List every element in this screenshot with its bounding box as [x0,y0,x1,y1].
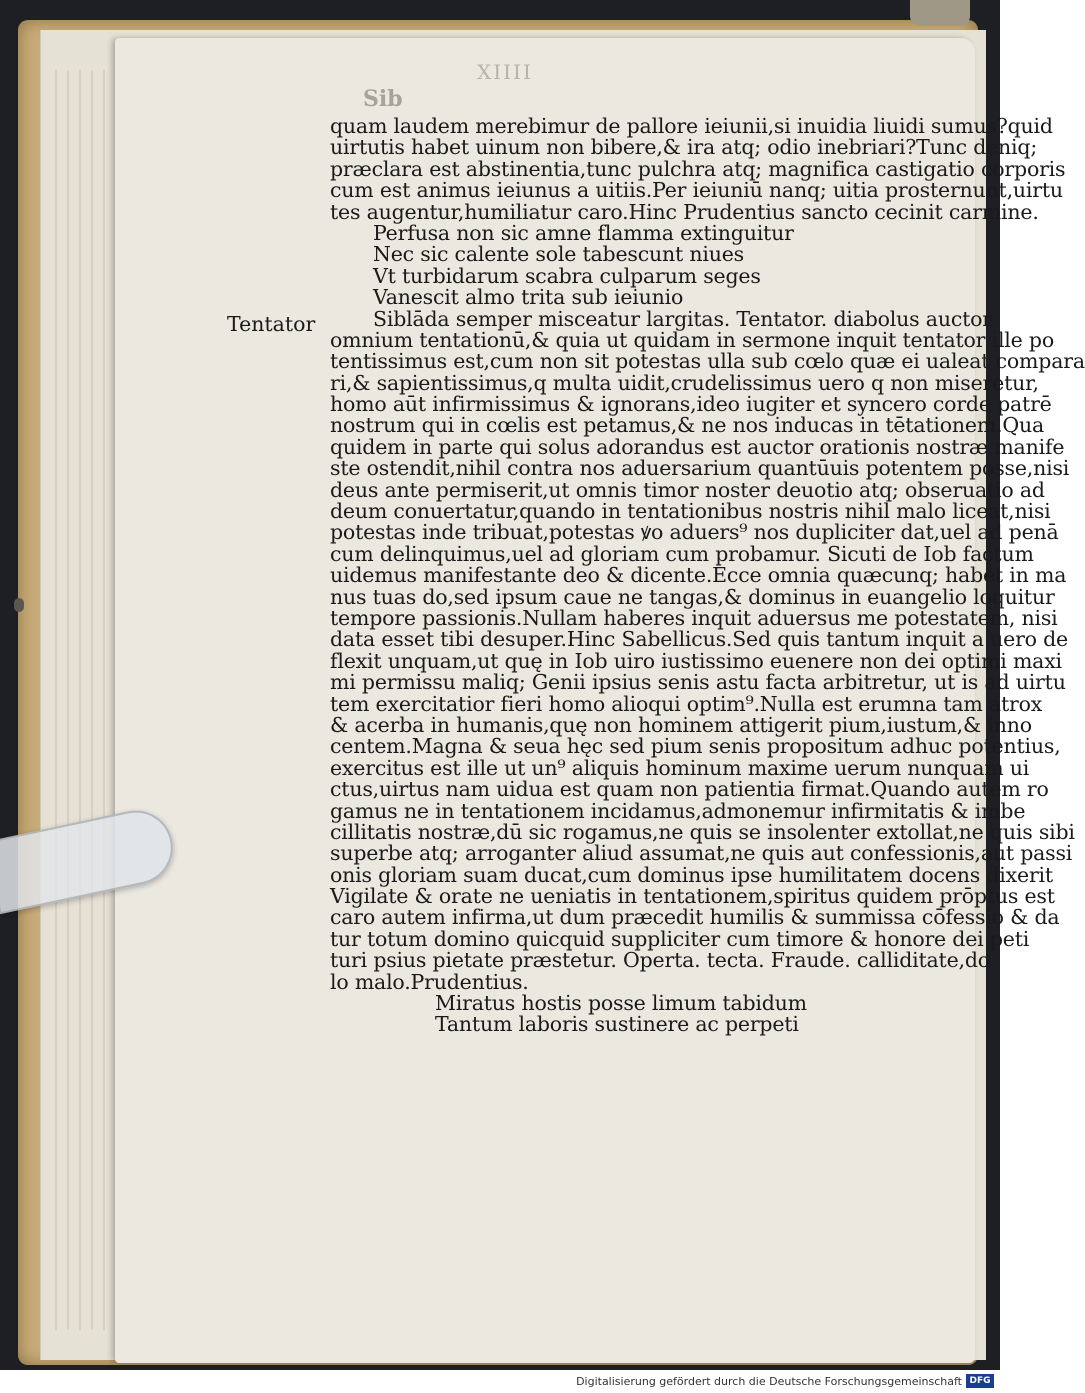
text-line: deus ante permiserit,ut omnis timor noster deuotio atq; obseruatio ad [330,477,1045,502]
text-line: tes augentur,humiliatur caro.Hinc Prudentius sancto cecinit carmine. [330,199,1039,224]
text-line: ri,& sapientissimus,q multa uidit,crudelissimus uero q non miseretur, [330,370,1039,395]
header-mark: Sib [363,86,403,112]
text-line: turi psius pietate præstetur. Operta. tecta. Fraude. calliditate,do [330,948,990,973]
text-line: cillitatis nostræ,dū sic rogamus,ne quis se insolenter extollat,ne quis sibi [330,819,1075,844]
text-line: tem exercitatior fieri homo alioqui optim⁹.Nulla est erumna tam atrox [330,691,1043,716]
text-line: Siblāda semper misceatur largitas. Tentator. diabolus auctor [373,306,992,331]
text-line: quidem in parte qui solus adorandus est auctor orationis nostræ manife [330,434,1065,459]
text-line: ste ostendit,nihil contra nos aduersarium quantūuis potentem posse,nisi [330,456,1070,481]
text-line: nus tuas do,sed ipsum caue ne tangas,& dominus in euangelio loquitur [330,584,1055,609]
text-line: & acerba in humanis,quę non hominem attigerit pium,iustum,& inno [330,712,1032,737]
text-line: deum conuertatur,quando in tentationibus nostris nihil malo liceat,nisi [330,499,1051,524]
text-line: Vigilate & orate ne ueniatis in tentationem,spiritus quidem prōptus est [330,884,1055,909]
text-line: flexit unquam,ut quę in Iob uiro iustissimo euenere non dei optimi maxi [330,648,1062,673]
page-number-bleedthrough: XIIII [477,60,533,84]
footer-credit: Digitalisierung gefördert durch die Deutsche Forschungsgemeinschaft [576,1375,962,1388]
text-line: Vanescit almo trita sub ieiunio [373,285,684,310]
text-line: Nec sic calente sole tabescunt niues [373,242,744,267]
text-line: Miratus hostis posse limum tabidum [435,991,807,1016]
margin-note: Tentator [227,312,316,336]
text-line: homo aūt infirmissimus & ignorans,ideo iugiter et syncero corde patrē [330,392,1052,417]
text-line: mi permissu maliq; Genii ipsius senis astu facta arbitretur, ut is ad uirtu [330,670,1066,695]
text-line: onis gloriam suam ducat,cum dominus ipse humilitatem docens dixerit [330,862,1053,887]
text-line: superbe atq; arroganter aliud assumat,ne quis aut confessionis,aut passi [330,841,1073,866]
text-line: nostrum qui in cœlis est petamus,& ne nos inducas in tētationem.Qua [330,413,1045,438]
text-line: tempore passionis.Nullam haberes inquit aduersus me potestatem, nisi [330,605,1058,630]
text-line: ctus,uirtus nam uidua est quam non patientia firmat.Quando autem ro [330,777,1049,802]
text-line: omnium tentationū,& quia ut quidam in sermone inquit tentator ille po [330,327,1054,352]
text-line: cum est animus ieiunus a uitiis.Per ieiuniū nanq; uitia prosternunt,uirtu [330,178,1063,203]
text-line: præclara est abstinentia,tunc pulchra atq; magnifica castigatio corporis [330,156,1066,181]
text-line: lo malo.Prudentius. [330,969,529,994]
text-line: tur totum domino quicquid suppliciter cum timore & honore dei peti [330,926,1030,951]
binding-hole [14,598,24,612]
text-line: Perfusa non sic amne flamma extinguitur [373,220,794,245]
book-clasp [910,0,970,26]
text-line: Tantum laboris sustinere ac perpeti [435,1012,799,1037]
text-line: quam laudem merebimur de pallore ieiunii,si inuidia liuidi sumus?quid [330,114,1053,138]
text-line: centem.Magna & seua hęc sed pium senis propositum adhuc potentius, [330,734,1061,759]
footer-bar [0,1370,1000,1393]
text-line: caro autem infirma,ut dum præcedit humilis & summissa cōfessio & da [330,905,1060,930]
text-line: exercitus est ille ut un⁹ aliquis hominum maxime uerum nunquam ui [330,755,1030,780]
text-line: cum delinquimus,uel ad gloriam cum probamur. Sicuti de Iob factum [330,541,1034,566]
dfg-logo: DFG [966,1374,994,1388]
book-page [115,38,1085,1363]
text-line: tentissimus est,cum non sit potestas ulla sub cœlo quæ ei ualeat compara [330,349,1085,374]
page-text-block [330,114,1085,1037]
text-line: gamus ne in tentationem incidamus,admonemur infirmitatis & imbe [330,798,1026,823]
text-line: uirtutis habet uinum non bibere,& ira atq; odio inebriari?Tunc deniq; [330,135,1038,160]
text-line: potestas inde tribuat,potestas ꝟo aduers⁹ nos dupliciter dat,uel ad penā [330,520,1059,545]
text-line: data esset tibi desuper.Hinc Sabellicus.Sed quis tantum inquit a uero de [330,627,1068,652]
text-line: Vt turbidarum scabra culparum seges [373,263,761,288]
text-line: uidemus manifestante deo & dicente.Ecce omnia quæcunq; habet in ma [330,563,1067,588]
